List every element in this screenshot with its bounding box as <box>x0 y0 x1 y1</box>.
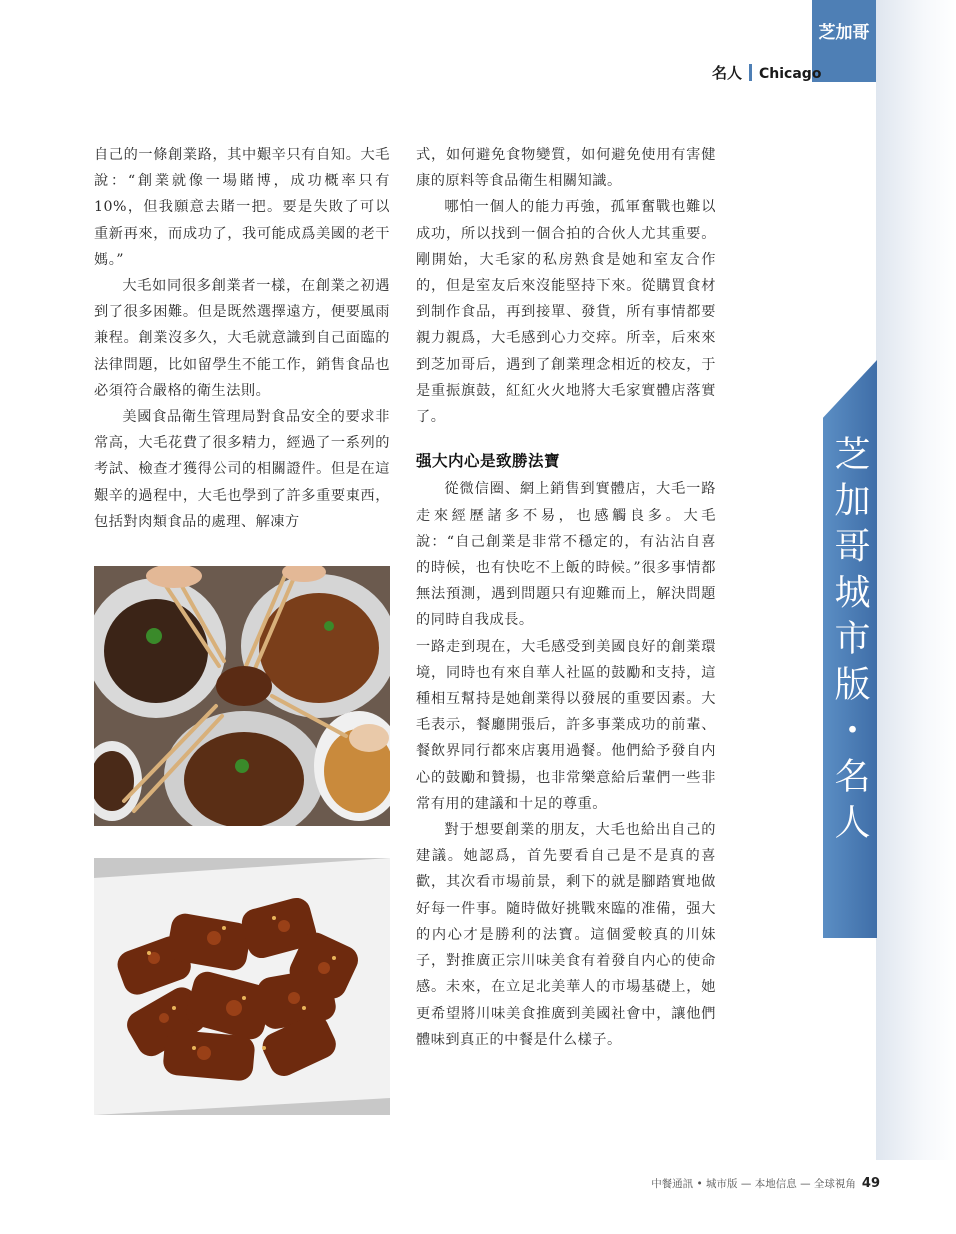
paragraph: 一路走到現在，大毛感受到美國良好的創業環境，同時也有來自華人社區的鼓勵和支持，這種相互幫持是她創業得以發展的重要因素。大毛表示，餐廳開張后，許多事業成功的前輩、餐飲界同行都來店裏用過餐。他們給予發自内心的鼓勵和贊揚，也非常樂意給后輩們一些非常有用的建議和十足的尊重。 <box>416 638 716 812</box>
subheading: 强大内心是致勝法寶 <box>416 452 561 471</box>
city-tab <box>812 0 876 82</box>
paragraph: 對于想要創業的朋友，大毛也給出自己的建議。她認爲，首先要看自己是不是真的喜歡，其次看市場前景，剩下的就是腳踏實地做好每一件事。隨時做好挑戰來臨的准備，强大的内心才是勝利的法寶。這個愛較真的川妹子，對推廣正宗川味美食有着發自内心的使命感。未來，在立足北美華人的市場基礎上，她更希望將川味美食推廣到美國社會中，讓他們體味到真正的中餐是什么樣子。 <box>416 822 716 1048</box>
photo-dishes-foil-image <box>94 566 390 826</box>
photo-dishes-foil <box>94 566 390 826</box>
side-gradient-margin <box>876 0 956 1160</box>
right-text-column <box>416 142 716 1053</box>
page-number: 49 <box>861 1176 880 1191</box>
section-label: 名人 <box>712 64 743 82</box>
side-band-text: 芝加哥城市版・名人 <box>829 435 870 849</box>
city-label: Chicago <box>759 66 822 82</box>
city-tab-label: 芝加哥 <box>818 22 870 43</box>
paragraph: 哪怕一個人的能力再強，孤軍奮戰也難以成功，所以找到一個合拍的合伙人尤其重要。剛開始，大毛家的私房熟食是她和室友合作的，但是室友后來沒能堅持下來。從購買食材到制作食品，再到接單、發貨，所有事情都要親力親爲，大毛感到心力交瘁。所幸，后來來到芝加哥后，遇到了創業理念相近的校友，于是重振旗鼓，紅紅火火地將大毛家實體店落實了。 <box>416 199 716 426</box>
footer-text: 中餐通訊 • 城市版 — 本地信息 — 全球視角 <box>651 1178 856 1190</box>
header-divider <box>749 64 752 81</box>
paragraph: 美國食品衛生管理局對食品安全的要求非常高，大毛花費了很多精力，經過了一系列的考試、檢查才獲得公司的相關證件。但是在這艱辛的過程中，大毛也學到了許多重要東西，包括對肉類食品的處理、解凍方 <box>94 409 390 530</box>
photo-spicy-ribs-image <box>94 858 390 1115</box>
page-footer <box>610 1176 880 1191</box>
section-header <box>712 62 821 83</box>
left-text-column <box>94 142 390 535</box>
paragraph: 式，如何避免食物變質，如何避免使用有害健康的原料等食品衛生相關知識。 <box>416 147 716 190</box>
paragraph: 自己的一條創業路，其中艱辛只有自知。大毛說：“創業就像一場賭博，成功概率只有10%，但我願意去賭一把。要是失敗了可以重新再來，而成功了，我可能成爲美國的老干媽。” <box>94 147 390 268</box>
paragraph: 大毛如同很多創業者一樣，在創業之初遇到了很多困難。但是既然選擇遠方，便要風雨兼程。創業沒多久，大毛就意識到自己面臨的法律問題，比如留學生不能工作，銷售食品也必須符合嚴格的衛生法則。 <box>94 278 390 399</box>
paragraph: 從微信圈、網上銷售到實體店，大毛一路走來經歷諸多不易，也感觸良多。大毛說：“自己創業是非常不穩定的，有沾沾自喜的時候，也有快吃不上飯的時候。”很多事情都無法預測，遇到問題只有迎難而上，解決問題的同時自我成長。 <box>416 481 716 629</box>
photo-spicy-ribs <box>94 858 390 1115</box>
